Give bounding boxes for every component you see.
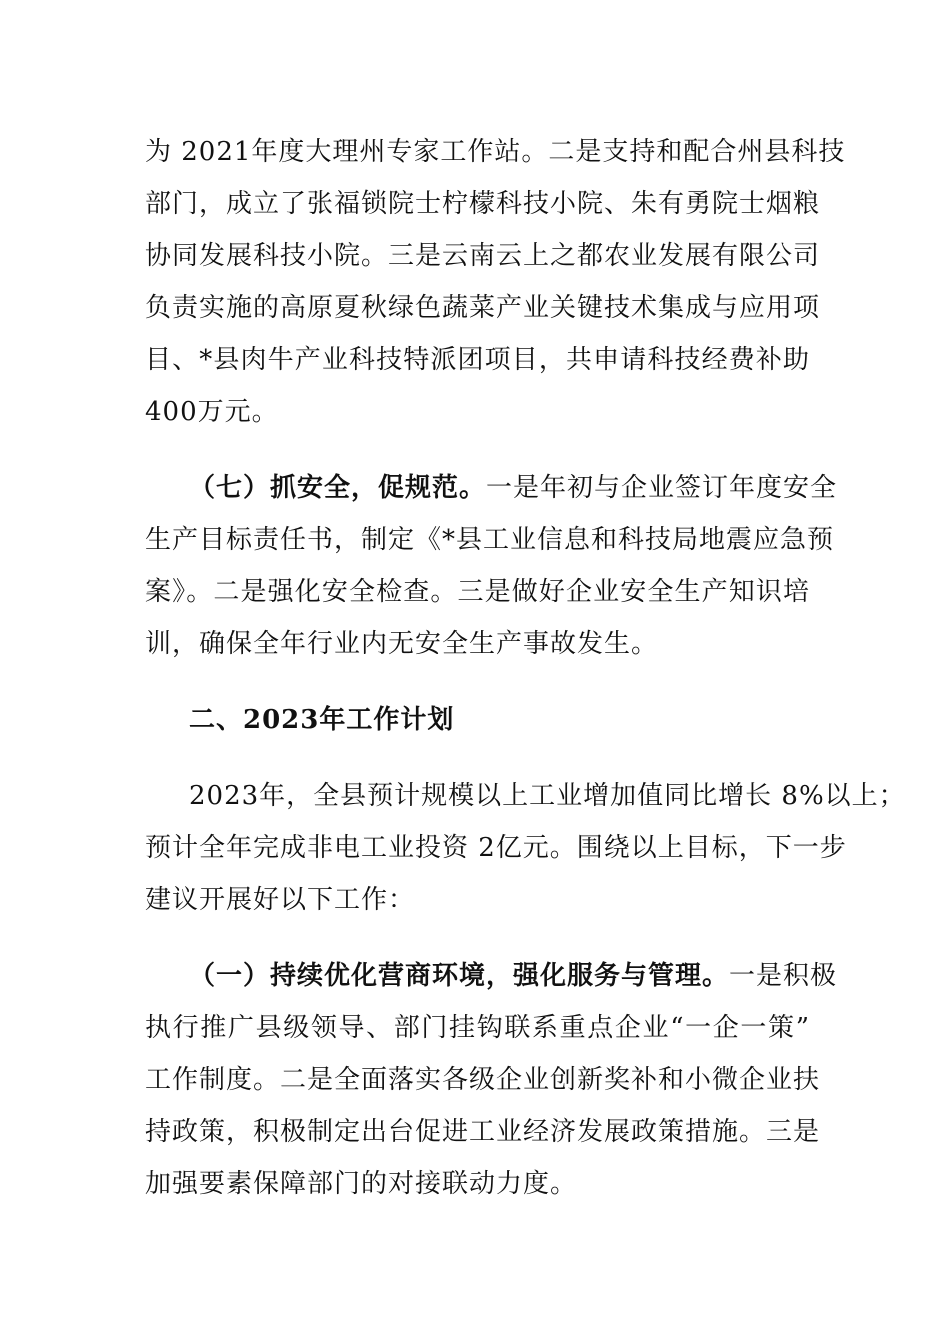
text-line: 训，确保全年行业内无安全生产事故发生。 [145, 629, 659, 659]
text-line: 持政策，积极制定出台促进工业经济发展政策措施。三是 [145, 1117, 821, 1147]
section-lead-business: （一）持续优化营商环境，强化服务与管理。 [189, 961, 730, 991]
text-line: 负责实施的高原夏秋绿色蔬菜产业关键技术集成与应用项 [145, 293, 821, 323]
text-run: 一是年初与企业签订年度安全 [486, 473, 838, 503]
text-line: 工作制度。二是全面落实各级企业创新奖补和小微企业扶 [145, 1065, 821, 1095]
text-line: 执行推广县级领导、部门挂钩联系重点企业“一企一策” [145, 1013, 810, 1043]
text-line: 为 2021年度大理州专家工作站。二是支持和配合州县科技 [145, 137, 846, 167]
paragraph-targets [145, 770, 906, 926]
text-line: 协同发展科技小院。三是云南云上之都农业发展有限公司 [145, 241, 821, 271]
section-heading-2023-plan: 二、2023年工作计划 [189, 705, 455, 735]
text-line: 生产目标责任书，制定《*县工业信息和科技局地震应急预 [145, 525, 835, 555]
text-line: 2023年，全县预计规模以上工业增加值同比增长 8%以上； [189, 781, 906, 811]
text-line: 部门，成立了张福锁院士柠檬科技小院、朱有勇院士烟粮 [145, 189, 821, 219]
document-body [145, 126, 906, 1210]
section-lead-safety: （七）抓安全，促规范。 [189, 473, 487, 503]
text-line: 建议开展好以下工作： [145, 885, 416, 915]
paragraph-gap [145, 746, 810, 770]
text-line: 案》。二是强化安全检查。三是做好企业安全生产知识培 [145, 577, 810, 607]
paragraph-gap [145, 438, 810, 462]
text-run: 一是积极 [729, 961, 838, 991]
paragraph-business-environment [145, 950, 838, 1210]
text-line [145, 462, 838, 514]
text-line: 目、*县肉牛产业科技特派团项目，共申请科技经费补助 [145, 345, 810, 375]
paragraph-science-stations [145, 126, 846, 438]
text-line: 预计全年完成非电工业投资 2亿元。围绕以上目标，下一步 [145, 833, 847, 863]
text-line [145, 950, 838, 1002]
paragraph-gap [145, 926, 810, 950]
paragraph-safety [145, 462, 838, 670]
text-line: 加强要素保障部门的对接联动力度。 [145, 1169, 578, 1199]
text-line: 400万元。 [145, 397, 279, 427]
paragraph-gap [145, 670, 810, 694]
